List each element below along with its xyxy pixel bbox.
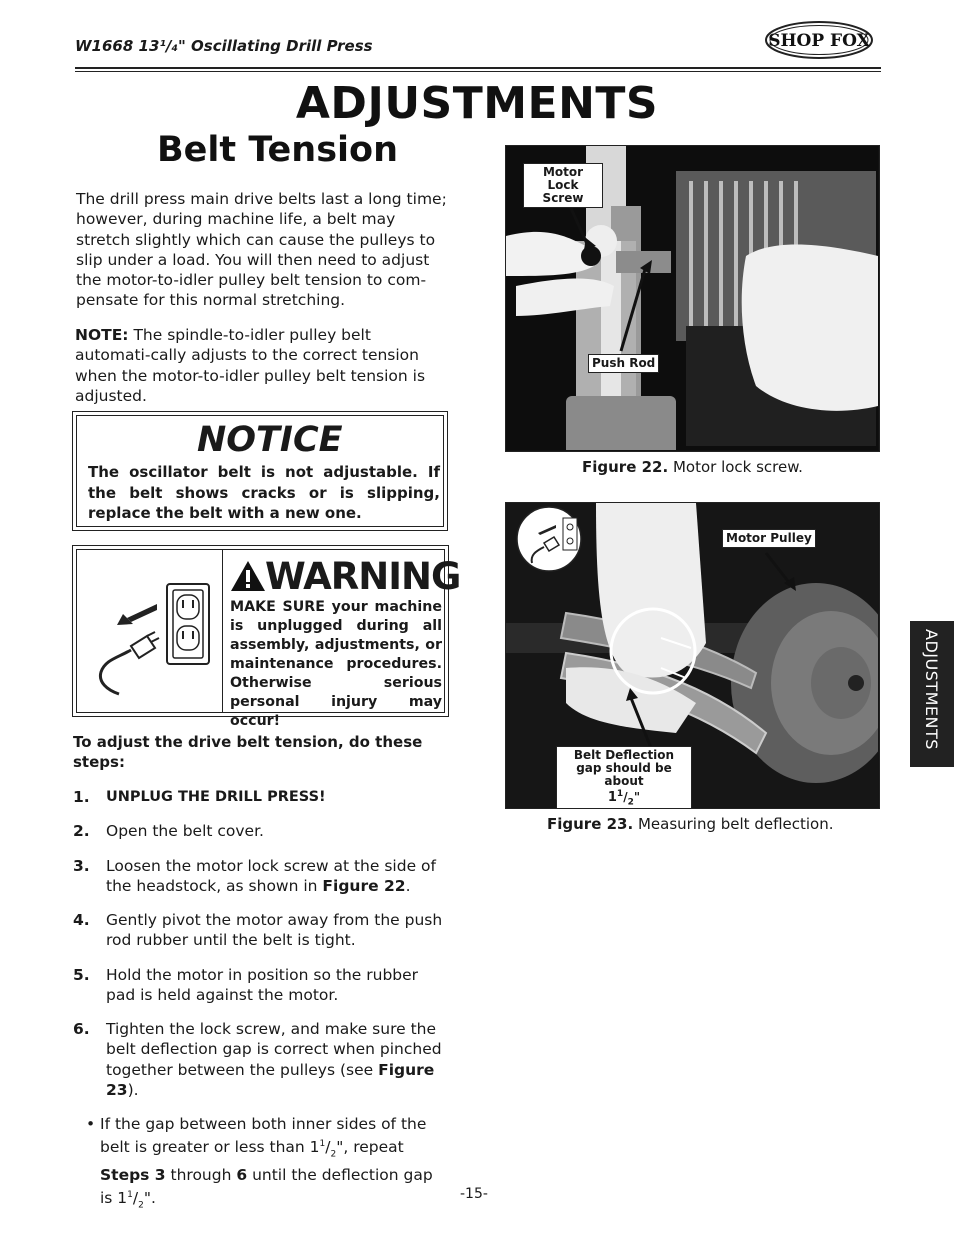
- figure-22-photo: [505, 145, 880, 452]
- step-number: 6.: [73, 1020, 90, 1038]
- side-tab-adjustments: [910, 621, 954, 767]
- note-text: The spindle-to-idler pulley belt automati-cally adjusts to the correct tension when the motor-to-idler pulley belt tension is adjusted.: [75, 326, 426, 405]
- warning-box: [72, 545, 461, 729]
- warning-heading: WARNING: [265, 555, 461, 598]
- section-title: Belt Tension: [157, 130, 399, 170]
- shop-fox-logo: [764, 20, 874, 60]
- figure-reference: Figure 23: [106, 1060, 435, 1099]
- header-rule: [75, 67, 881, 69]
- header-rule-thin: [75, 71, 881, 72]
- step-text: Loosen the motor lock screw at the side of the headstock, as shown in Figure 22.: [106, 857, 436, 896]
- page-title: ADJUSTMENTS: [295, 78, 659, 129]
- figure-23-photo: [505, 502, 880, 809]
- step-number: 2.: [73, 822, 90, 840]
- note-label: NOTE:: [75, 326, 129, 344]
- step-text: Gently pivot the motor away from the push rod rubber until the belt is tight.: [106, 911, 443, 950]
- callout-motor-pulley: Motor Pulley: [722, 529, 816, 548]
- callout-push-rod: Push Rod: [588, 354, 659, 373]
- figure-22-caption: Figure 22. Motor lock screw.: [582, 458, 803, 476]
- list-item: [73, 1019, 448, 1103]
- callout-belt-deflection: Belt Deflection gap should be about $1^1/_2$": [556, 746, 692, 809]
- notice-text: The oscillator belt is not adjustable. If the belt shows cracks or is slipping, replace the belt with a new one.: [88, 463, 440, 522]
- step-number: 3.: [73, 857, 90, 875]
- svg-text:SHOP FOX: SHOP FOX: [768, 31, 870, 51]
- notice-heading: NOTICE: [197, 420, 343, 460]
- list-item: [73, 787, 448, 809]
- list-item: [73, 821, 448, 843]
- side-tab-label: ADJUSTMENTS: [922, 629, 941, 750]
- step-text: Hold the motor in position so the rubber pad is held against the motor.: [106, 966, 419, 1005]
- notice-box: [72, 411, 448, 531]
- list-item: [73, 965, 448, 1007]
- step-number: 5.: [73, 966, 90, 984]
- figure-reference: Figure 22: [322, 877, 406, 896]
- list-item: [73, 856, 448, 898]
- step-text: Tighten the lock screw, and make sure the belt deflection gap is correct when pinched together between the pulleys (see Figure 23).: [106, 1020, 442, 1099]
- step-text: UNPLUG THE DRILL PRESS!: [106, 789, 326, 805]
- unplug-outlet-icon: [87, 570, 215, 700]
- document-title: W1668 13¹/₄" Oscillating Drill Press: [75, 37, 373, 55]
- intro-paragraph: The drill press main drive belts last a long time; however, during machine life, a belt may stretch slightly which can cause the pulleys to slip under a load. You will then need to adjust the motor-to-idler pulley belt tension to com-pensate for this normal stretching.: [76, 190, 447, 310]
- figure-23-caption: Figure 23. Measuring belt deflection.: [547, 815, 834, 833]
- page-number: -15-: [460, 1186, 488, 1202]
- list-item: [73, 910, 448, 952]
- steps-intro: To adjust the drive belt tension, do these steps:: [73, 733, 423, 771]
- callout-motor-lock-screw: Motor Lock Screw: [523, 163, 603, 208]
- bullet-dot: •: [86, 1115, 96, 1133]
- step-number: 4.: [73, 911, 90, 929]
- warning-triangle-icon: [230, 560, 266, 592]
- note-paragraph: [75, 325, 447, 406]
- step-text: Open the belt cover.: [106, 822, 264, 840]
- step-bullet: • If the gap between both inner sides of the belt is greater or less than $1^1/_2$", repeat Steps 3 through 6 until the deflection gap is $1^1/_2$".: [86, 1115, 433, 1211]
- warning-text: MAKE SURE your machine is unplugged during all assembly, adjustments, or maintenance procedures. Otherwise serious personal injury may occur!: [230, 599, 442, 729]
- warning-divider: [222, 550, 223, 712]
- step-number: 1.: [73, 788, 90, 806]
